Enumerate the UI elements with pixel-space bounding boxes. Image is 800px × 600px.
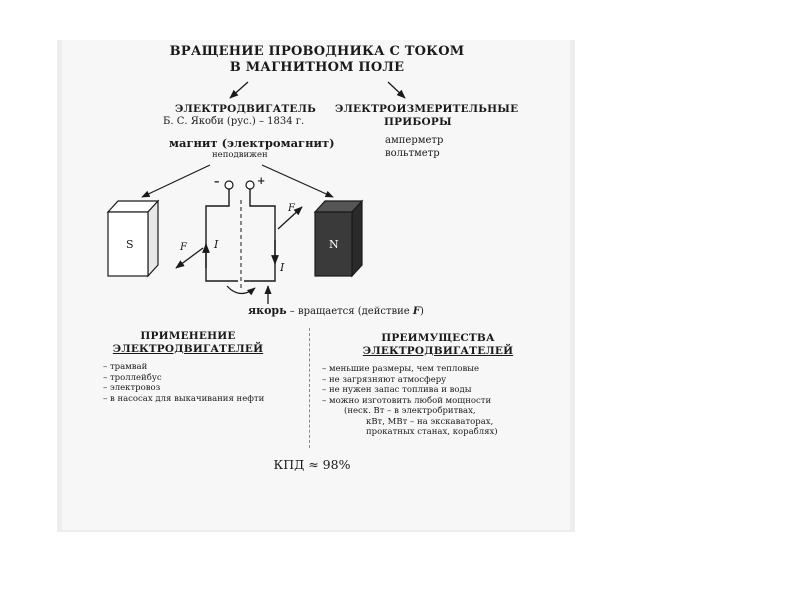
- list-item: – не загрязняют атмосферу: [322, 374, 447, 385]
- magnet-label: магнит (электромагнит): [169, 136, 335, 150]
- armature-caption: [248, 304, 424, 317]
- advantages-heading-2: ЭЛЕКТРОДВИГАТЕЛЕЙ: [362, 345, 514, 357]
- column-divider: [309, 328, 310, 448]
- motor-inventor: Б. С. Якоби (рус.) – 1834 г.: [163, 116, 305, 127]
- application-heading-1: ПРИМЕНЕНИЕ: [140, 330, 236, 342]
- current-right-label: I: [280, 261, 285, 274]
- armature-force-symbol: F: [412, 306, 421, 317]
- application-heading-2: ЭЛЕКТРОДВИГАТЕЛЕЙ: [112, 343, 264, 355]
- application-list: [103, 362, 264, 404]
- force-left-label: F: [180, 242, 187, 253]
- instrument-ammeter: амперметр: [385, 135, 444, 146]
- list-item: кВт, МВт – на экскаваторах,: [366, 416, 494, 427]
- instrument-voltmeter: вольтметр: [385, 148, 440, 159]
- armature-description: – вращается (действие: [289, 306, 413, 317]
- title-line-1: ВРАЩЕНИЕ ПРОВОДНИКА С ТОКОМ: [169, 44, 465, 59]
- force-right-label: F: [288, 203, 295, 214]
- terminal-minus: [225, 181, 233, 189]
- advantages-list: [322, 364, 498, 438]
- list-item: – в насосах для выкачивания нефти: [103, 393, 265, 404]
- terminal-minus-label: –: [214, 175, 220, 188]
- efficiency-value: КПД ≈ 98%: [273, 457, 351, 472]
- arrow-to-s-pole: [142, 165, 210, 197]
- arrow-to-motor: [230, 82, 248, 98]
- list-item: – электровоз: [103, 383, 161, 393]
- arrow-to-instruments: [388, 82, 405, 98]
- n-pole-label: N: [329, 238, 339, 251]
- armature-label: якорь: [248, 304, 287, 317]
- terminal-plus: [246, 181, 254, 189]
- list-item: – троллейбус: [103, 372, 162, 383]
- list-item: – не нужен запас топлива и воды: [322, 385, 472, 395]
- list-item: прокатных станах, кораблях): [366, 427, 498, 437]
- arrow-to-n-pole: [262, 165, 333, 197]
- list-item: – можно изготовить любой мощности: [322, 395, 492, 406]
- s-pole-label: S: [126, 238, 134, 251]
- advantages-heading-1: ПРЕИМУЩЕСТВА: [381, 332, 495, 344]
- title-line-2: В МАГНИТНОМ ПОЛЕ: [229, 60, 405, 75]
- list-item: (неск. Вт – в электробритвах,: [344, 406, 476, 416]
- instruments-heading-1: ЭЛЕКТРОИЗМЕРИТЕЛЬНЫЕ: [335, 103, 519, 115]
- list-item: – меньшие размеры, чем тепловые: [322, 364, 480, 374]
- terminal-plus-label: +: [257, 176, 266, 187]
- instruments-heading-2: ПРИБОРЫ: [384, 116, 452, 128]
- motor-heading: ЭЛЕКТРОДВИГАТЕЛЬ: [175, 103, 316, 115]
- list-item: – трамвай: [103, 362, 148, 372]
- magnet-state: неподвижен: [212, 150, 268, 160]
- armature-close: ): [420, 306, 424, 317]
- current-left-label: I: [214, 238, 219, 251]
